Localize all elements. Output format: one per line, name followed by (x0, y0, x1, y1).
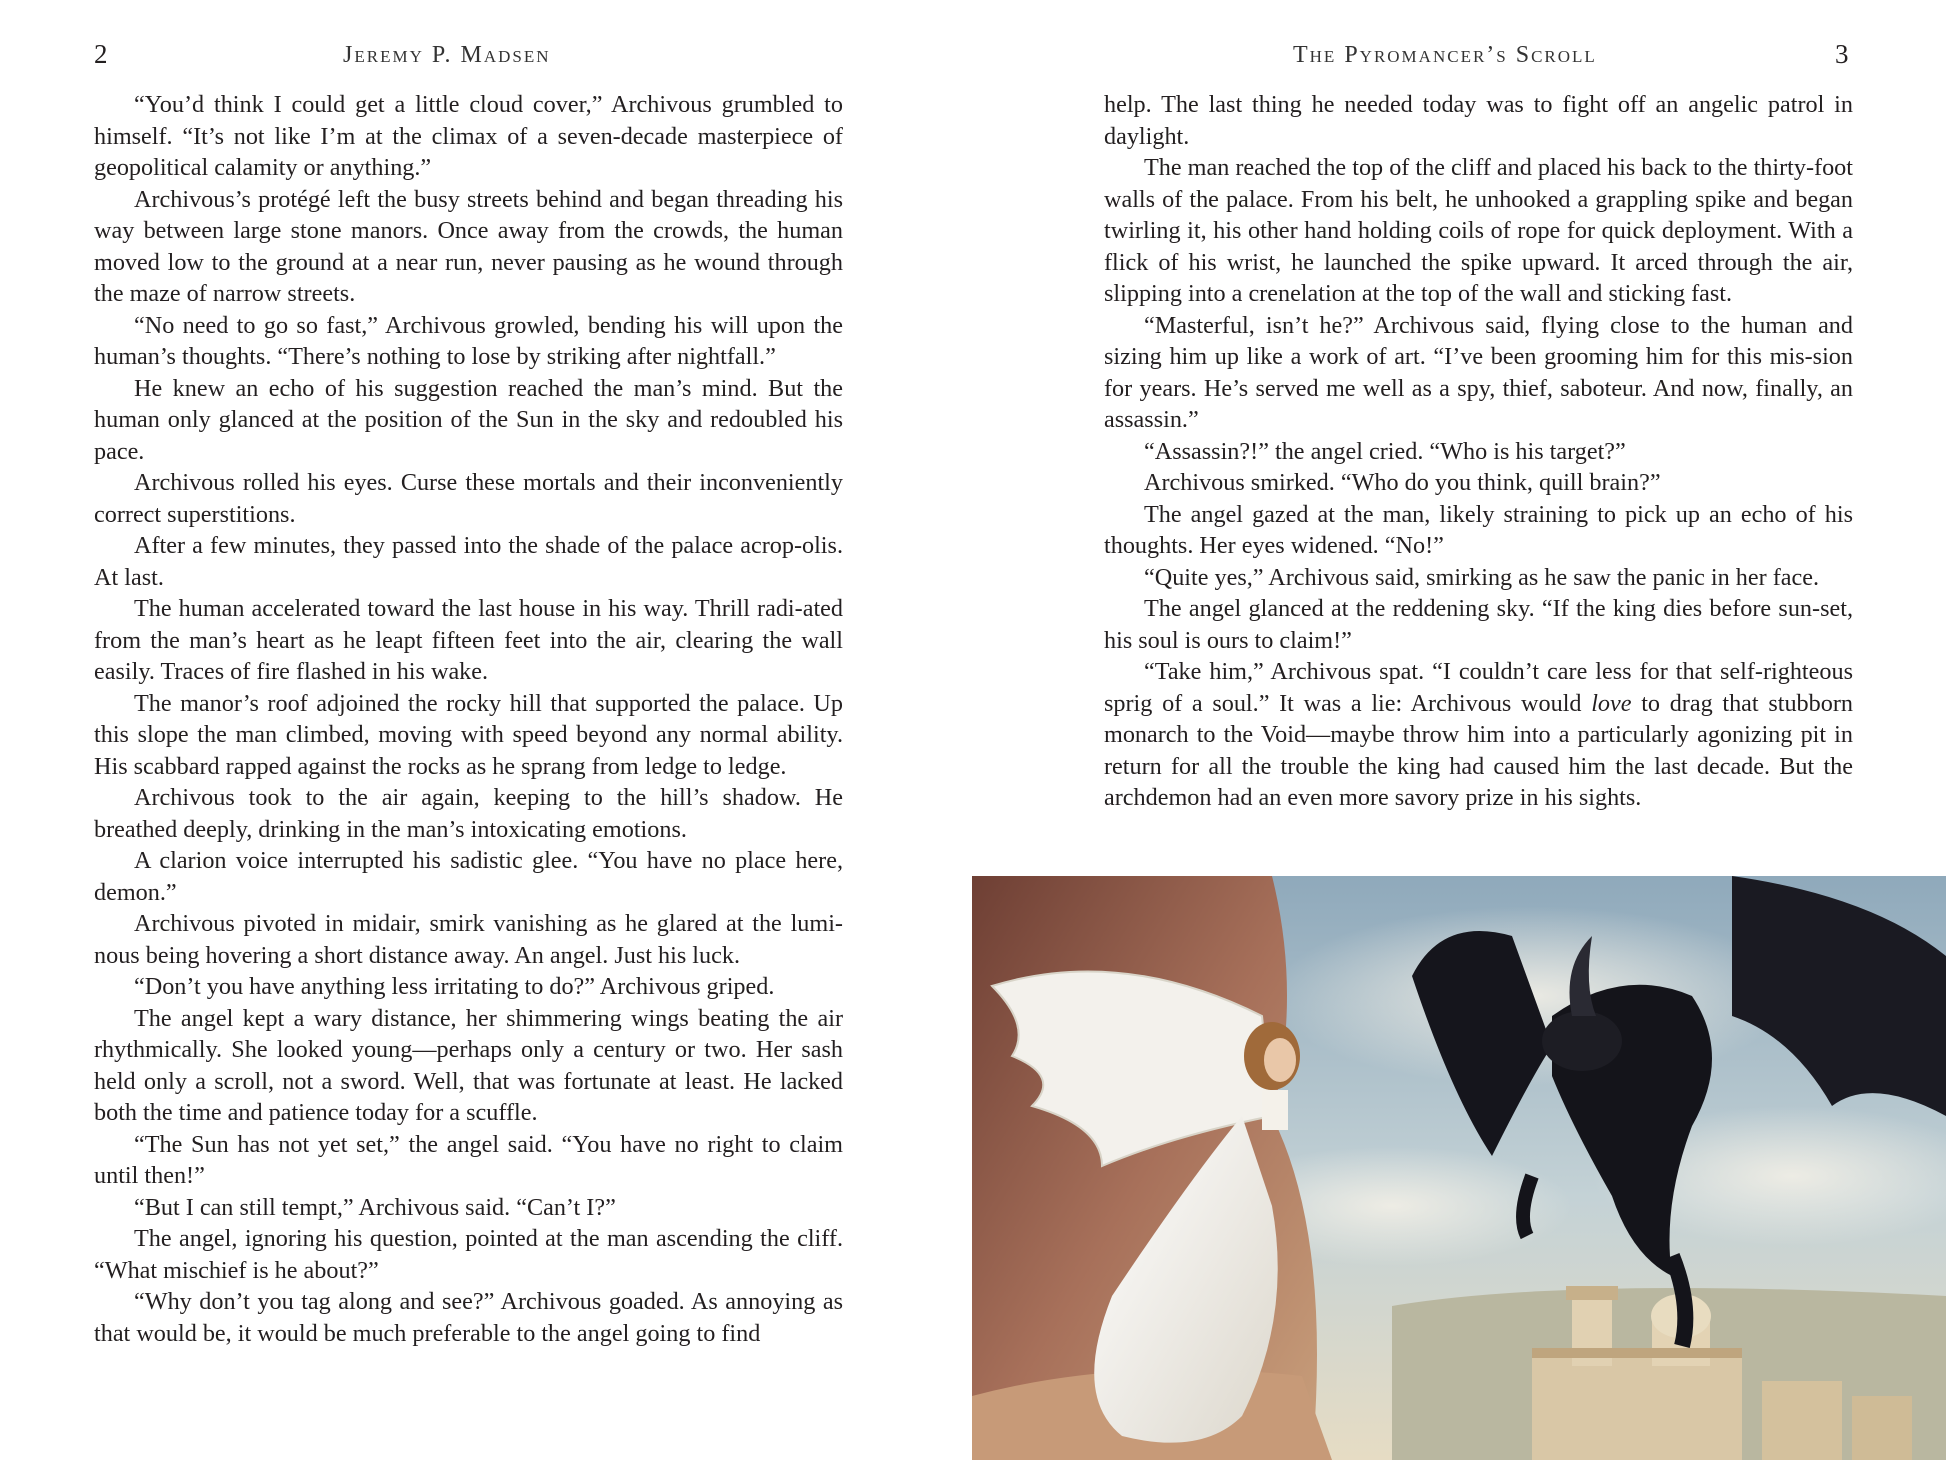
paragraph: “Don’t you have anything less irritating to do?” Archivous griped. (134, 973, 775, 1000)
illustration-angel-and-demon (972, 876, 1946, 1460)
paragraph: A clarion voice interrupted his sadistic glee. “You have no place here, demon.” (94, 847, 843, 906)
paragraph-final (1104, 656, 1853, 814)
paragraph-continuation: help. The last thing he needed today was to fight off an angelic patrol in daylight. (1104, 91, 1853, 150)
right-running-head-title: The Pyromancer’s Scroll (1293, 42, 1597, 68)
paragraph: The angel glanced at the reddening sky. “If the king dies before sun-set, his soul is ours to claim!” (1104, 595, 1853, 654)
paragraph: The manor’s roof adjoined the rocky hill that supported the palace. Up this slope the man climbed, moving with speed beyond any normal ability. His scabbard rapped against the rocks as he sprang from ledge to ledge. (94, 689, 843, 780)
paragraph: The human accelerated toward the last house in his way. Thrill radi-ated from the man’s heart as he leapt fifteen feet into the air, clearing the wall easily. Traces of fire flashed in his wake. (94, 595, 843, 685)
paragraph: “But I can still tempt,” Archivous said. “Can’t I?” (134, 1193, 616, 1221)
paragraph: Archivous took to the air again, keeping to the hill’s shadow. He breathed deeply, drinking in the man’s intoxicating emotions. (94, 784, 843, 843)
paragraph: The angel gazed at the man, likely straining to pick up an echo of his thoughts. Her eyes widened. “No!” (1104, 500, 1853, 559)
left-running-head-author: Jeremy P. Madsen (343, 42, 551, 68)
paragraph: The angel kept a wary distance, her shimmering wings beating the air rhythmically. She looked young—perhaps only a century or two. Her sash held only a scroll, not a sword. Well, that was fortunate at least. He lacked both the time and patience today for a scuffle. (94, 1004, 843, 1126)
paragraph: The angel, ignoring his question, pointed at the man ascending the cliff. “What mischief is he about?” (94, 1225, 843, 1284)
paragraph: The man reached the top of the cliff and placed his back to the thirty-foot walls of the palace. From his belt, he unhooked a grappling spike and began twirling it, his other hand holding coils of rope for quick deployment. With a flick of his wrist, he launched the spike upward. It arced through the air, slipping into a crenelation at the top of the wall and sticking fast. (1104, 154, 1853, 307)
paragraph: He knew an echo of his suggestion reached the man’s mind. But the human only glanced at the position of the Sun in the sky and redoubled his pace. (94, 374, 843, 465)
paragraph: After a few minutes, they passed into the shade of the palace acrop-olis. At last. (94, 532, 843, 591)
illustration-painting (972, 876, 1946, 1460)
paragraph: Archivous smirked. “Who do you think, quill brain?” (1144, 469, 1661, 496)
paragraph: “You’d think I could get a little cloud cover,” Archivous grumbled to himself. “It’s not like I’m at the climax of a seven-decade masterpiece of geopolitical calamity or anything.” (94, 91, 843, 181)
paragraph: Archivous pivoted in midair, smirk vanishing as he glared at the lumi-nous being hovering a short distance away. An angel. Just his luck. (94, 910, 843, 969)
right-page-number: 3 (1835, 39, 1849, 69)
paragraph: “Why don’t you tag along and see?” Archivous goaded. As annoying as that would be, it would be much preferable to the angel going to find (94, 1288, 843, 1347)
paragraph: Archivous’s protégé left the busy streets behind and began threading his way between large stone manors. Once away from the crowds, the human moved low to the ground at a near run, never pausing as he wound through the maze of narrow streets. (94, 185, 843, 307)
paragraph: “Assassin?!” the angel cried. “Who is his target?” (1144, 437, 1626, 465)
paragraph: “The Sun has not yet set,” the angel said. “You have no right to claim until then!” (94, 1130, 843, 1189)
paragraph: “Masterful, isn’t he?” Archivous said, flying close to the human and sizing him up like a work of art. “I’ve been grooming him for this mis-sion for years. He’s served me well as a spy, thief, saboteur. And now, finally, an assassin.” (1104, 311, 1853, 433)
paragraph: “No need to go so fast,” Archivous growled, bending his will upon the human’s thoughts. “There’s nothing to lose by striking after nightfall.” (94, 311, 843, 370)
text-run: “Take him,” Archivous spat. “I couldn’t care less for that self-righteous sprig of a soul.” It was a lie: Archivous would (1104, 658, 1853, 717)
emphasis-text: love (1591, 689, 1632, 717)
left-page-number: 2 (94, 39, 108, 69)
paragraph: “Quite yes,” Archivous said, smirking as he saw the panic in her face. (1144, 563, 1820, 591)
right-body-text (1104, 89, 1853, 814)
left-body-text (94, 89, 843, 1349)
text-run: to drag that stubborn monarch to the Void—maybe throw him into a particularly agonizing pit in return for all the trouble the king had caused him the last decade. But the archdemon had an even more savory prize in his sights. (1104, 689, 1853, 811)
paragraph: Archivous rolled his eyes. Curse these mortals and their inconveniently correct superstitions. (94, 469, 843, 528)
